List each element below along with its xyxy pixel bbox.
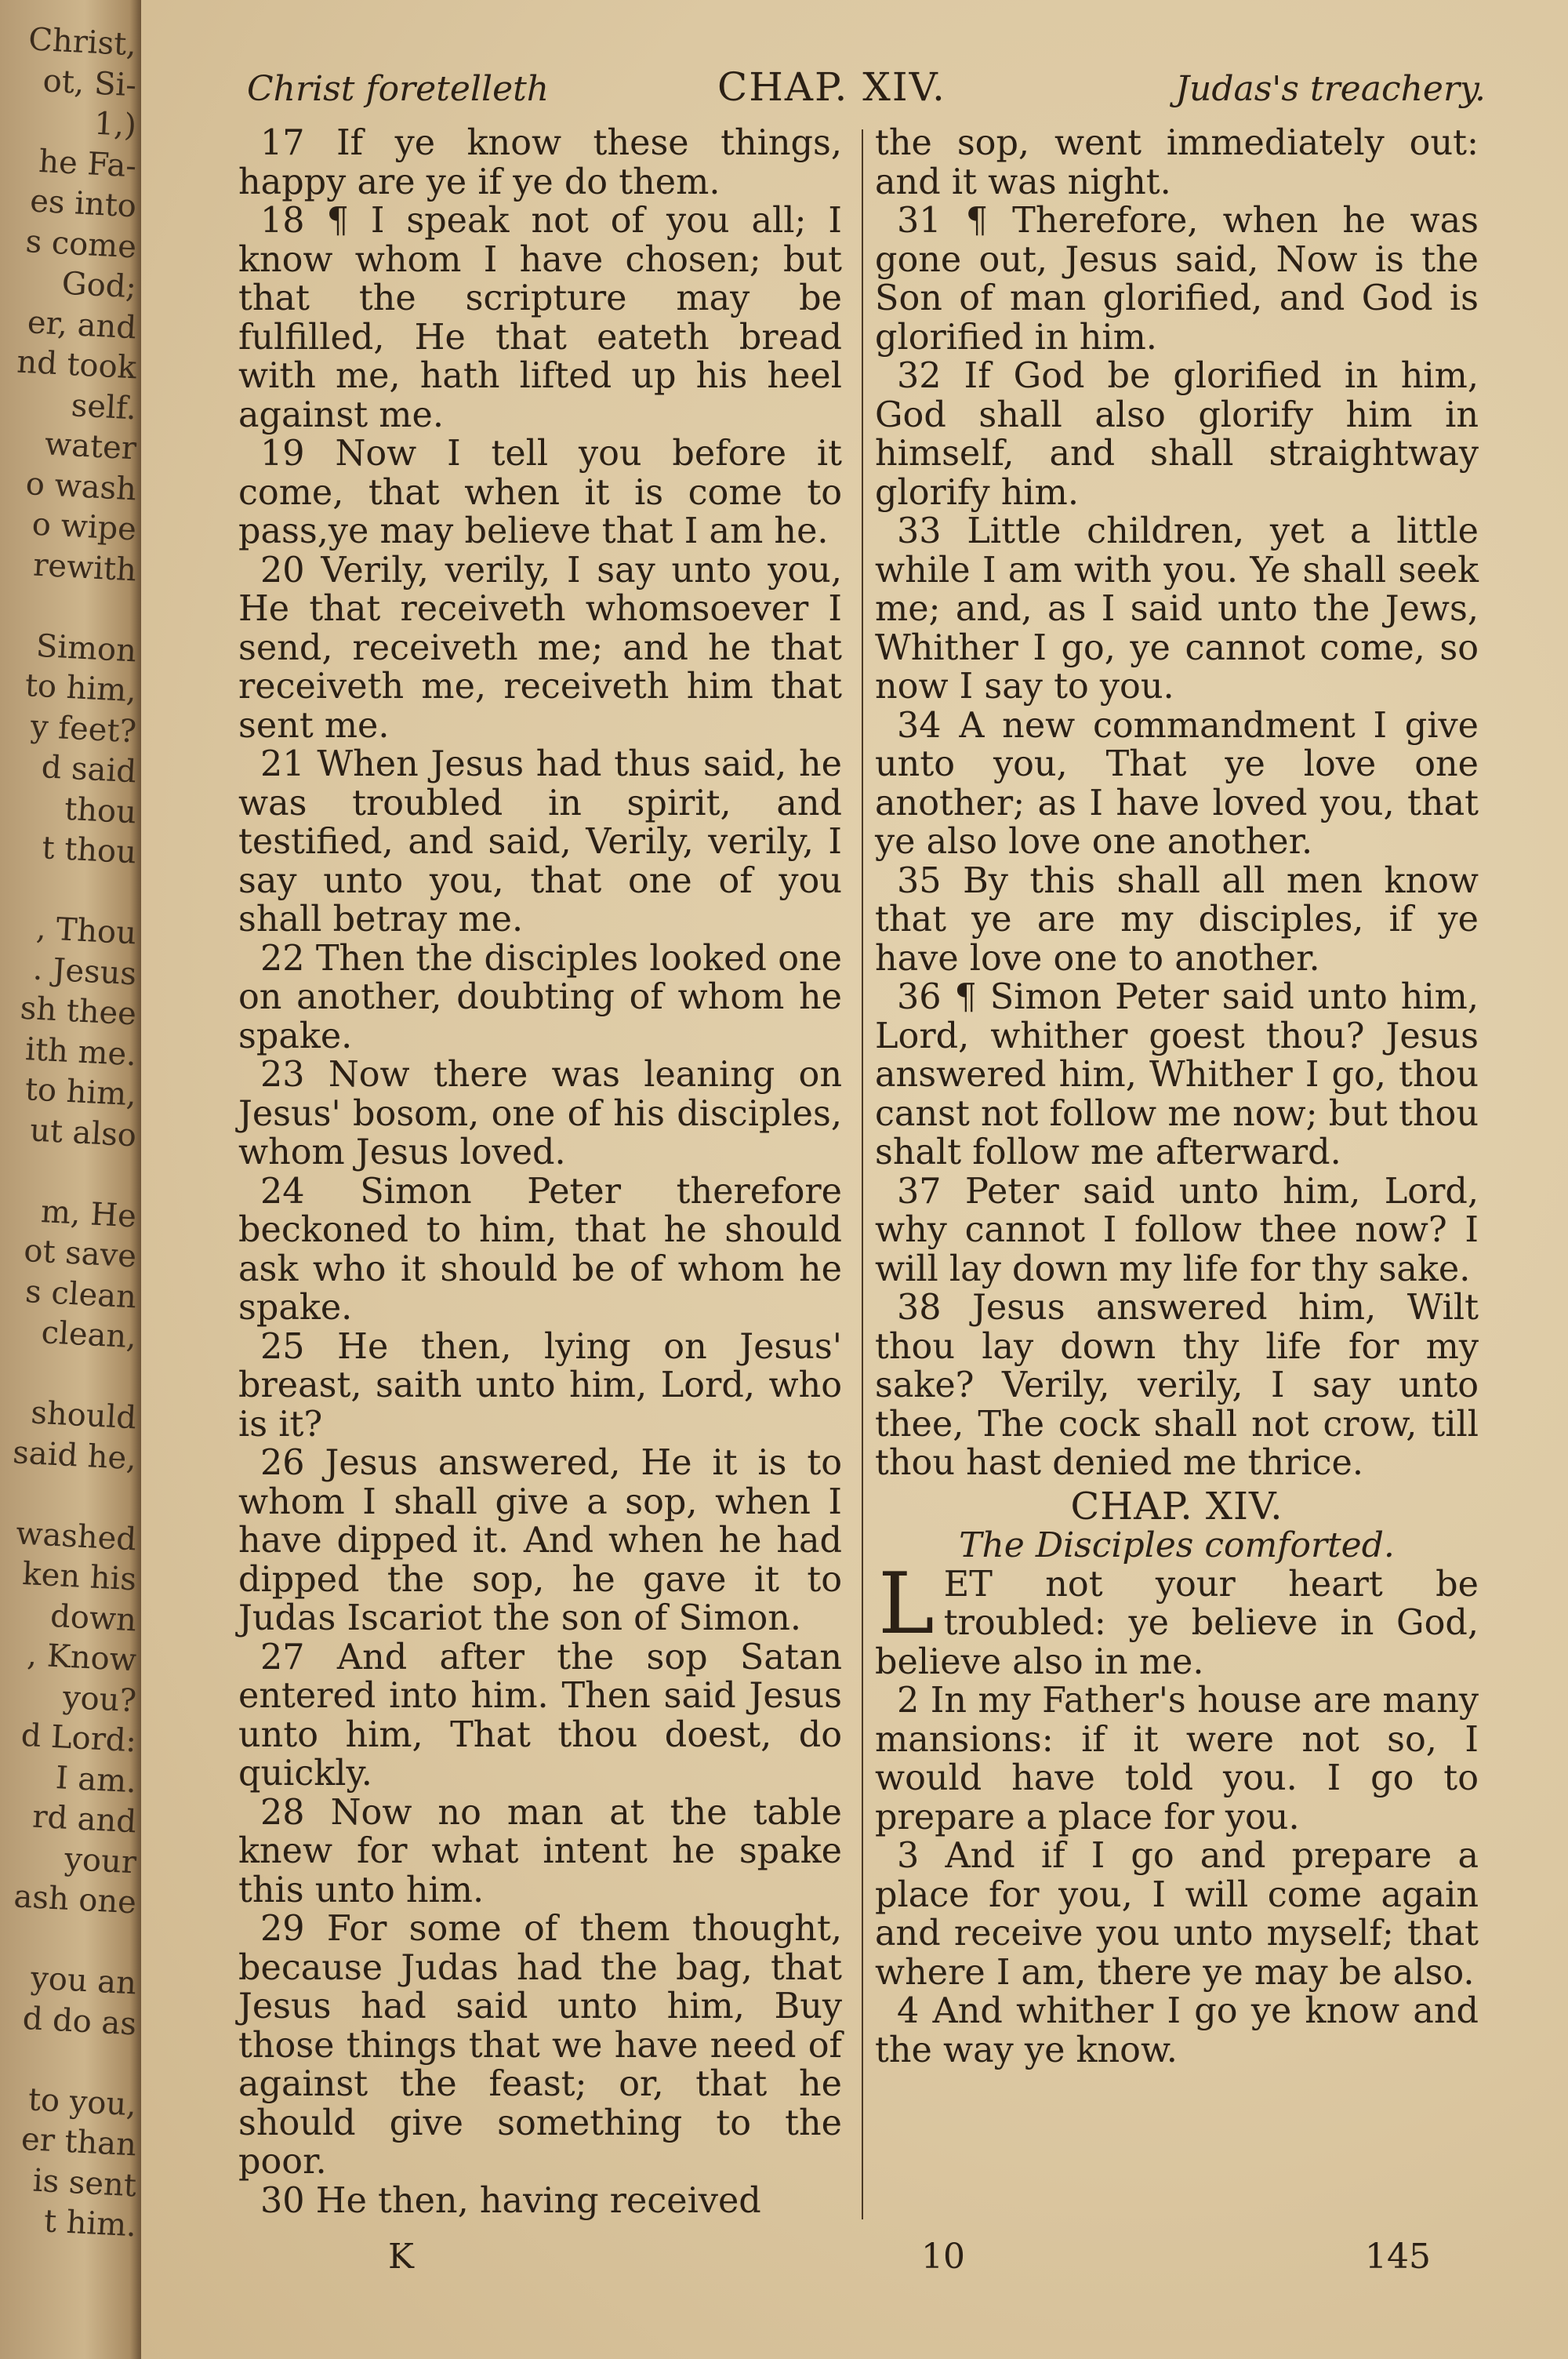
chapter-heading: CHAP. XIV. (1070, 1484, 1283, 1528)
gutter-text-line: es into (29, 183, 138, 225)
header-left: Christ foretelleth (247, 69, 550, 109)
gutter-text-line: water (43, 426, 138, 467)
gutter-text-line: er, and (26, 304, 138, 346)
verse: 4 And whither I go ye know and the way ye know. (875, 1991, 1479, 2070)
verse: 2 In my Father's house are many mansions: if it were not so, I would have told you. I go to prepare a place for you. (875, 1681, 1479, 1837)
column-divider (862, 129, 863, 2219)
gutter-text-line: to him, (24, 667, 138, 710)
gutter-text-line: t thou (41, 830, 138, 871)
gutter-text-line: s clean (24, 1273, 138, 1315)
verse: 32 If God be glorified in him, God shall also glorify him in himself, and shall straightway glorify him. (875, 356, 1479, 513)
verse: 28 Now no man at the table knew for what intent he spake this unto him. (238, 1792, 842, 1910)
gutter-text-line: you an (30, 1960, 138, 2002)
gutter-text-line: said he, (12, 1434, 138, 1477)
verse: 37 Peter said unto him, Lord, why cannot I follow thee now? I will lay down my life for thy sake. (875, 1171, 1479, 1289)
verse: 26 Jesus answered, He it is to whom I shall give a sop, when I have dipped it. And when he had dipped the sop, he gave it to Judas Iscariot the son of Simon. (238, 1443, 842, 1638)
gutter-text-line: s come (24, 223, 138, 265)
gutter-text-line: thou (64, 791, 138, 831)
gutter-text-line: ken his (21, 1555, 138, 1598)
folio-number: 10 (921, 2237, 965, 2277)
verse: 35 By this shall all men know that ye are my disciples, if ye have love one to another. (875, 860, 1479, 979)
gutter-text-line: ot save (23, 1232, 138, 1275)
gutter-text-line: y feet? (29, 707, 138, 750)
verse: 17 If ye know these things, happy are ye if ye do them. (238, 123, 842, 202)
gutter-text-line: nd took (16, 343, 138, 387)
verse: 22 Then the disciples looked one on another, doubting of whom he spake. (238, 938, 842, 1056)
gutter-text-line: Simon (34, 627, 138, 669)
gutter-text-line: clean, (40, 1314, 138, 1356)
gutter-text-line: er than (20, 2121, 138, 2164)
drop-cap: L (878, 1554, 935, 1653)
signature-mark: K (388, 2237, 414, 2277)
gutter-text-line: your (64, 1841, 138, 1881)
adjacent-page-gutter (0, 0, 141, 2359)
bible-page (141, 0, 1568, 2359)
verse: 23 Now there was leaning on Jesus' bosom, one of his disciples, whom Jesus loved. (238, 1055, 842, 1172)
verse: 34 A new commandment I give unto you, That ye love one another; as I have loved you, that ye also love one another. (875, 705, 1479, 862)
verse: 27 And after the sop Satan entered into him. Then said Jesus unto him, That thou doest, do quickly. (238, 1637, 842, 1794)
gutter-text-line: down (49, 1598, 138, 1638)
gutter-text-line: I am. (54, 1759, 138, 1800)
page-footer (247, 2237, 1486, 2284)
gutter-text-line: ot, Si- (42, 62, 138, 104)
gutter-text-line: ut also (29, 1111, 138, 1154)
verse: 20 Verily, verily, I say unto you, He that receiveth whomsoever I send, receiveth me; and he that receiveth me, receiveth him that sent me. (238, 550, 842, 746)
gutter-text-line: o wash (24, 465, 138, 507)
verse: 33 Little children, yet a little while I am with you. Ye shall seek me; and, as I said unto the Jews, Whither I go, ye cannot come, so now I say to you. (875, 511, 1479, 707)
gutter-text-line: d do as (21, 2000, 138, 2042)
gutter-text-line: self. (70, 387, 138, 427)
verse: 3 And if I go and prepare a place for you, I will come again and receive you unto myself; that where I am, there ye may be also. (875, 1836, 1479, 1993)
verse: 25 He then, lying on Jesus' breast, saith unto him, Lord, who is it? (238, 1326, 842, 1445)
page-number: 145 (1365, 2237, 1431, 2277)
gutter-text-line: God; (60, 265, 138, 306)
gutter-text-line: o wipe (31, 506, 138, 548)
header-chapter: CHAP. XIV. (717, 64, 946, 110)
verse: 18 ¶ I speak not of you all; I know whom I have chosen; but that the scripture may be fulfilled, He that eateth bread with me, hath lifted up his heel against me. (238, 201, 842, 435)
running-header (247, 64, 1486, 116)
gutter-text-line: m, He (39, 1193, 138, 1234)
gutter-text-line: is sent (31, 2162, 138, 2204)
verse: 21 When Jesus had thus said, he was troubled in spirit, and testified, and said, Verily, verily, I say unto you, that one of you shall betray me. (238, 744, 842, 940)
gutter-text-line: , Know (26, 1637, 138, 1679)
gutter-text-line: should (30, 1394, 138, 1437)
verse: 19 Now I tell you before it come, that when it is come to pass,ye may believe that I am he. (238, 434, 842, 551)
verse-1-text: ET not your heart be troubled: ye believe in God, believe also in me. (875, 1564, 1479, 1682)
gutter-text-line: ith me. (24, 1030, 138, 1073)
gutter-text-line: ash one (13, 1878, 138, 1921)
verse: 30 He then, having received (260, 2180, 761, 2221)
gutter-text-line: 1,) (93, 105, 138, 144)
verse: 36 ¶ Simon Peter said unto him, Lord, whither goest thou? Jesus answered him, Whither I go, thou canst not follow me now; but thou shalt follow me afterward. (875, 977, 1479, 1172)
gutter-text-line: rd and (31, 1798, 138, 1841)
gutter-text-line: washed (15, 1514, 138, 1558)
gutter-text-line: to you, (27, 2081, 138, 2123)
verse: 38 Jesus answered him, Wilt thou lay down thy life for my sake? Verily, verily, I say unto thee, The cock shall not crow, till thou hast denied me thrice. (875, 1288, 1479, 1483)
verse-1 (875, 1554, 1479, 1682)
left-column (238, 124, 842, 2220)
verse: 29 For some of them thought, because Judas had the bag, that Jesus had said unto him, Buy those things that we have need of against the feast; or, that he should give something to the poor. (238, 1909, 842, 2182)
verse: 24 Simon Peter therefore beckoned to him, that he should ask who it should be of whom he spake. (238, 1171, 842, 1328)
gutter-text-line: d Lord: (20, 1717, 138, 1760)
gutter-text-line: t him. (42, 2203, 138, 2245)
gutter-text-line: he Fa- (38, 143, 138, 184)
gutter-text-line: you? (61, 1679, 138, 1719)
verse: the sop, went immediately out: and it was night. (875, 123, 1479, 202)
verse: 31 ¶ Therefore, when he was gone out, Jesus said, Now is the Son of man glorified, and God is glorified in him. (875, 201, 1479, 358)
gutter-text-line: rewith (32, 547, 138, 588)
right-column (875, 124, 1479, 2070)
chapter-summary: The Disciples comforted. (959, 1525, 1395, 1565)
gutter-text-line: to him, (24, 1071, 138, 1114)
gutter-text-line: sh thee (19, 990, 138, 1033)
gutter-text-line: . Jesus (31, 951, 138, 992)
gutter-text-line: Christ, (27, 21, 138, 64)
gutter-text-line: , Thou (35, 910, 138, 952)
gutter-text-line: d said (40, 749, 138, 791)
header-right: Judas's treachery. (1175, 69, 1486, 109)
